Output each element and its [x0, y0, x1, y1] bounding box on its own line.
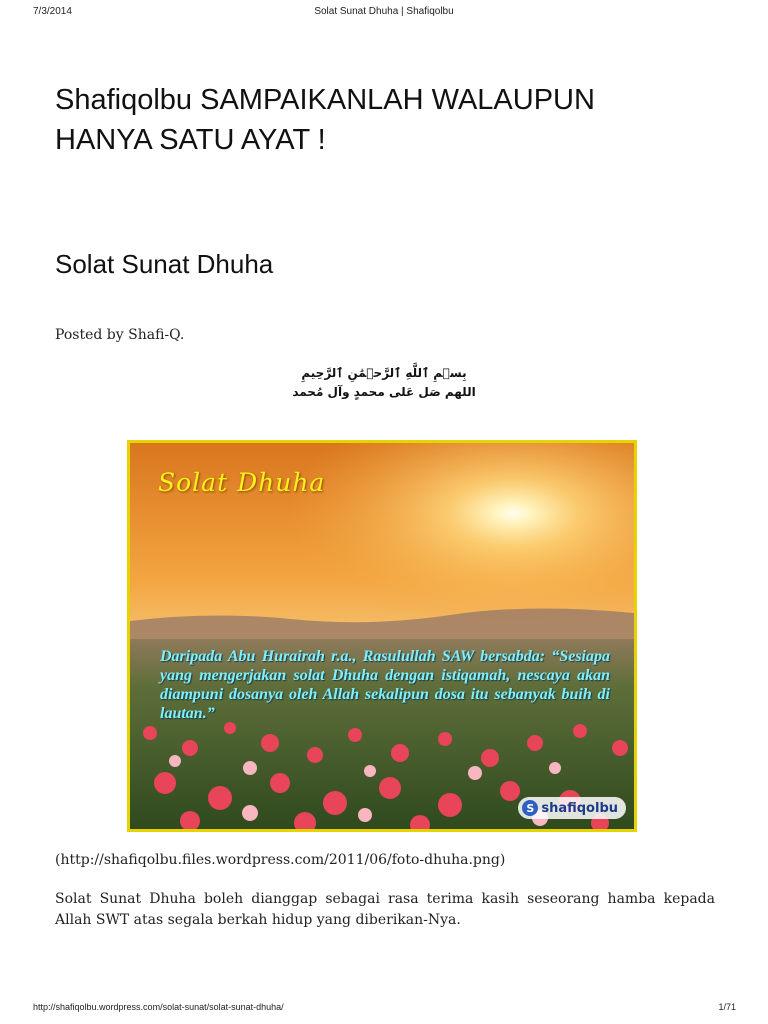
print-page-title: Solat Sunat Dhuha | Shafiqolbu: [314, 6, 454, 17]
image-title: Solat Dhuha: [158, 468, 326, 497]
post-image[interactable]: [127, 440, 637, 832]
print-header: [0, 6, 768, 20]
site-title[interactable]: Shafiqolbu SAMPAIKANLAH WALAUPUN HANYA SATU AYAT !: [55, 84, 595, 156]
post-byline: Posted by Shafi-Q.: [55, 327, 185, 343]
image-logo: [518, 797, 626, 819]
sunrise-field-picture: [130, 443, 634, 829]
post-title[interactable]: Solat Sunat Dhuha: [55, 249, 274, 279]
shafiqolbu-logo-icon: S: [522, 800, 538, 816]
image-logo-text: shafiqolbu: [541, 800, 618, 816]
print-url: http://shafiqolbu.wordpress.com/solat-sunat/solat-sunat-dhuha/: [33, 1002, 284, 1012]
print-footer: [0, 1002, 768, 1016]
print-page-number: 1/71: [718, 1002, 736, 1012]
arabic-basmala: بِسۡمِ ٱللَّهِ ٱلرَّحۡمَٰنِ ٱلرَّحِيمِ: [301, 366, 467, 380]
post-paragraph: Solat Sunat Dhuha boleh dianggap sebagai rasa terima kasih seseorang hamba kepada Allah SWT atas segala berkah hidup yang diberikan-Nya.: [55, 891, 715, 928]
print-date: 7/3/2014: [33, 6, 72, 17]
image-quote: Daripada Abu Hurairah r.a., Rasulullah SAW bersabda: “Sesiapa yang mengerjakan solat Dhuha dengan istiqamah, nescaya akan diampuni dosanya oleh Allah sekalipun dosa itu sebanyak buih di lautan.”: [160, 648, 610, 722]
arabic-salawat: اللهم صَل عَلى محمدٍ وآل مُحمد: [292, 385, 476, 399]
image-source-link[interactable]: (http://shafiqolbu.files.wordpress.com/2011/06/foto-dhuha.png): [55, 852, 506, 868]
